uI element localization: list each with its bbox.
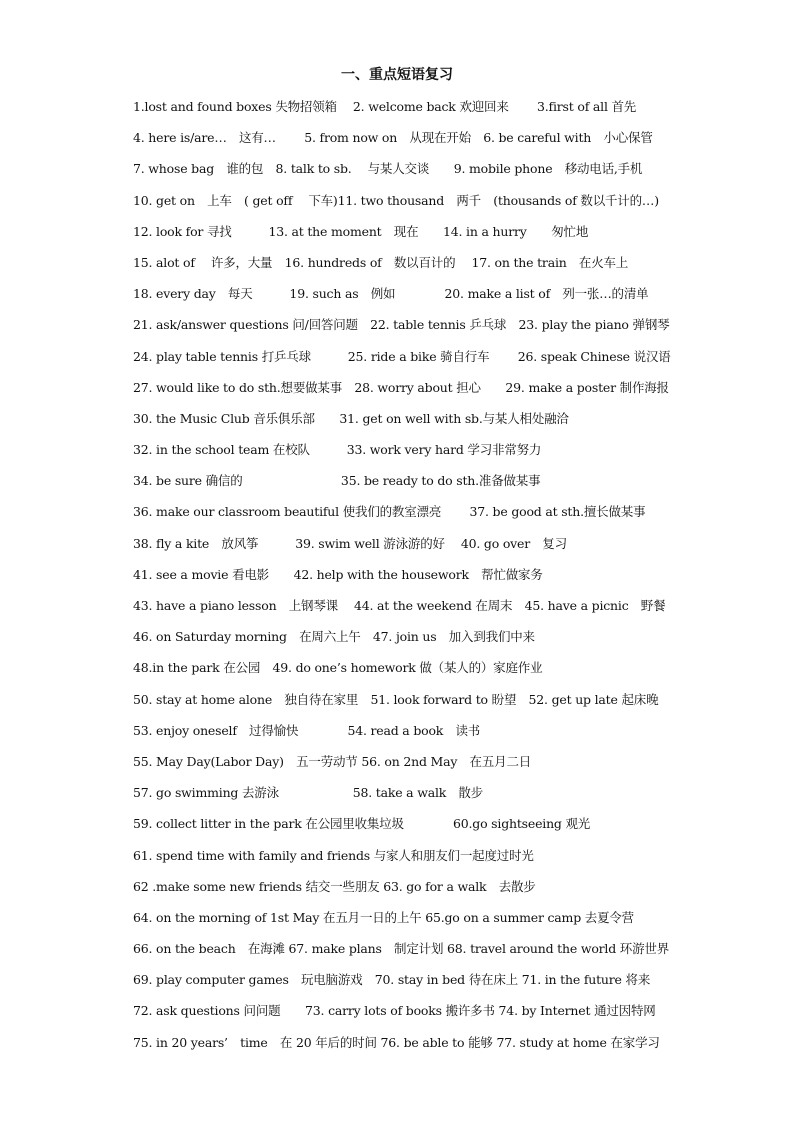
phrase-line: 41. see a movie 看电影 42. help with the housework 帮忙做家务 <box>133 566 543 582</box>
phrase-line: 46. on Saturday morning 在周六上午 47. join us 加入到我们中来 <box>133 629 535 645</box>
phrase-line: 36. make our classroom beautiful 使我们的教室漂亮 37. be good at sth.擅长做某事 <box>133 504 646 520</box>
phrase-line: 1.lost and found boxes 失物招领箱 2. welcome back 欢迎回来 3.first of all 首先 <box>133 99 637 114</box>
phrase-line: 50. stay at home alone 独自待在家里 51. look forward to 盼望 52. get up late 起床晚 <box>133 691 659 707</box>
phrase-line: 48.in the park 在公园 49. do one’s homework 做（某人的）家庭作业 <box>133 660 543 676</box>
phrase-line: 38. fly a kite 放风筝 39. swim well 游泳游的好 40. go over 复习 <box>133 535 567 551</box>
phrase-line: 53. enjoy oneself 过得愉快 54. read a book 读书 <box>133 722 481 738</box>
phrase-line: 69. play computer games 玩电脑游戏 70. stay in bed 待在床上 71. in the future 将来 <box>133 972 651 988</box>
phrase-line: 43. have a piano lesson 上钢琴课 44. at the weekend 在周末 45. have a picnic 野餐 <box>133 598 666 613</box>
phrase-line: 32. in the school team 在校队 33. work very hard 学习非常努力 <box>133 442 542 458</box>
phrase-line: 64. on the morning of 1st May 在五月一日的上午 65.go on a summer camp 去夏令营 <box>133 909 634 925</box>
phrase-line: 15. alot of 许多，大量 16. hundreds of 数以百计的 17. on the train 在火车上 <box>133 254 629 270</box>
phrase-line: 21. ask/answer questions 问/回答问题 22. table tennis 乒乓球 23. play the piano 弹钢琴 <box>133 317 670 333</box>
phrase-line: 34. be sure 确信的 35. be ready to do sth.准备做某事 <box>133 473 541 489</box>
phrase-line: 4. here is/are… 这有… 5. from now on 从现在开始 6. be careful with 小心保管 <box>133 130 653 146</box>
phrase-line: 75. in 20 years’ time 在 20 年后的时间 76. be able to 能够 77. study at home 在家学习 <box>133 1034 660 1050</box>
phrase-line: 57. go swimming 去游泳 58. take a walk 散步 <box>133 785 484 801</box>
phrase-line: 27. would like to do sth.想要做某事 28. worry about 担心 29. make a poster 制作海报 <box>133 379 669 395</box>
phrase-line: 61. spend time with family and friends 与家人和朋友们一起度过时光 <box>133 847 534 863</box>
phrase-line: 10. get on 上车 ( get off 下车)11. two thousand 两千 (thousands of 数以千计的…) <box>133 192 659 208</box>
phrase-line: 18. every day 每天 19. such as 例如 20. make a list of 列一张…的清单 <box>133 286 649 302</box>
phrase-line: 30. the Music Club 音乐俱乐部 31. get on well with sb.与某人相处融洽 <box>133 410 569 426</box>
phrase-line: 24. play table tennis 打乒乓球 25. ride a bike 骑自行车 26. speak Chinese 说汉语 <box>133 348 671 364</box>
phrase-line: 55. May Day(Labor Day) 五一劳动节 56. on 2nd May 在五月二日 <box>133 753 532 769</box>
phrase-line: 59. collect litter in the park 在公园里收集垃圾 60.go sightseeing 观光 <box>133 816 591 832</box>
phrase-line: 66. on the beach 在海滩 67. make plans 制定计划 68. travel around the world 环游世界 <box>133 941 669 957</box>
phrase-line: 62 .make some new friends 结交一些朋友 63. go for a walk 去散步 <box>133 878 536 894</box>
phrase-list <box>133 97 693 1064</box>
phrase-line: 12. look for 寻找 13. at the moment 现在 14. in a hurry 匆忙地 <box>133 223 589 239</box>
page-title: 一、重点短语复习 <box>341 67 453 83</box>
phrase-line: 72. ask questions 问问题 73. carry lots of books 搬许多书 74. by Internet 通过因特网 <box>133 1003 656 1019</box>
phrase-line: 7. whose bag 谁的包 8. talk to sb. 与某人交谈 9. mobile phone 移动电话,手机 <box>133 161 643 177</box>
